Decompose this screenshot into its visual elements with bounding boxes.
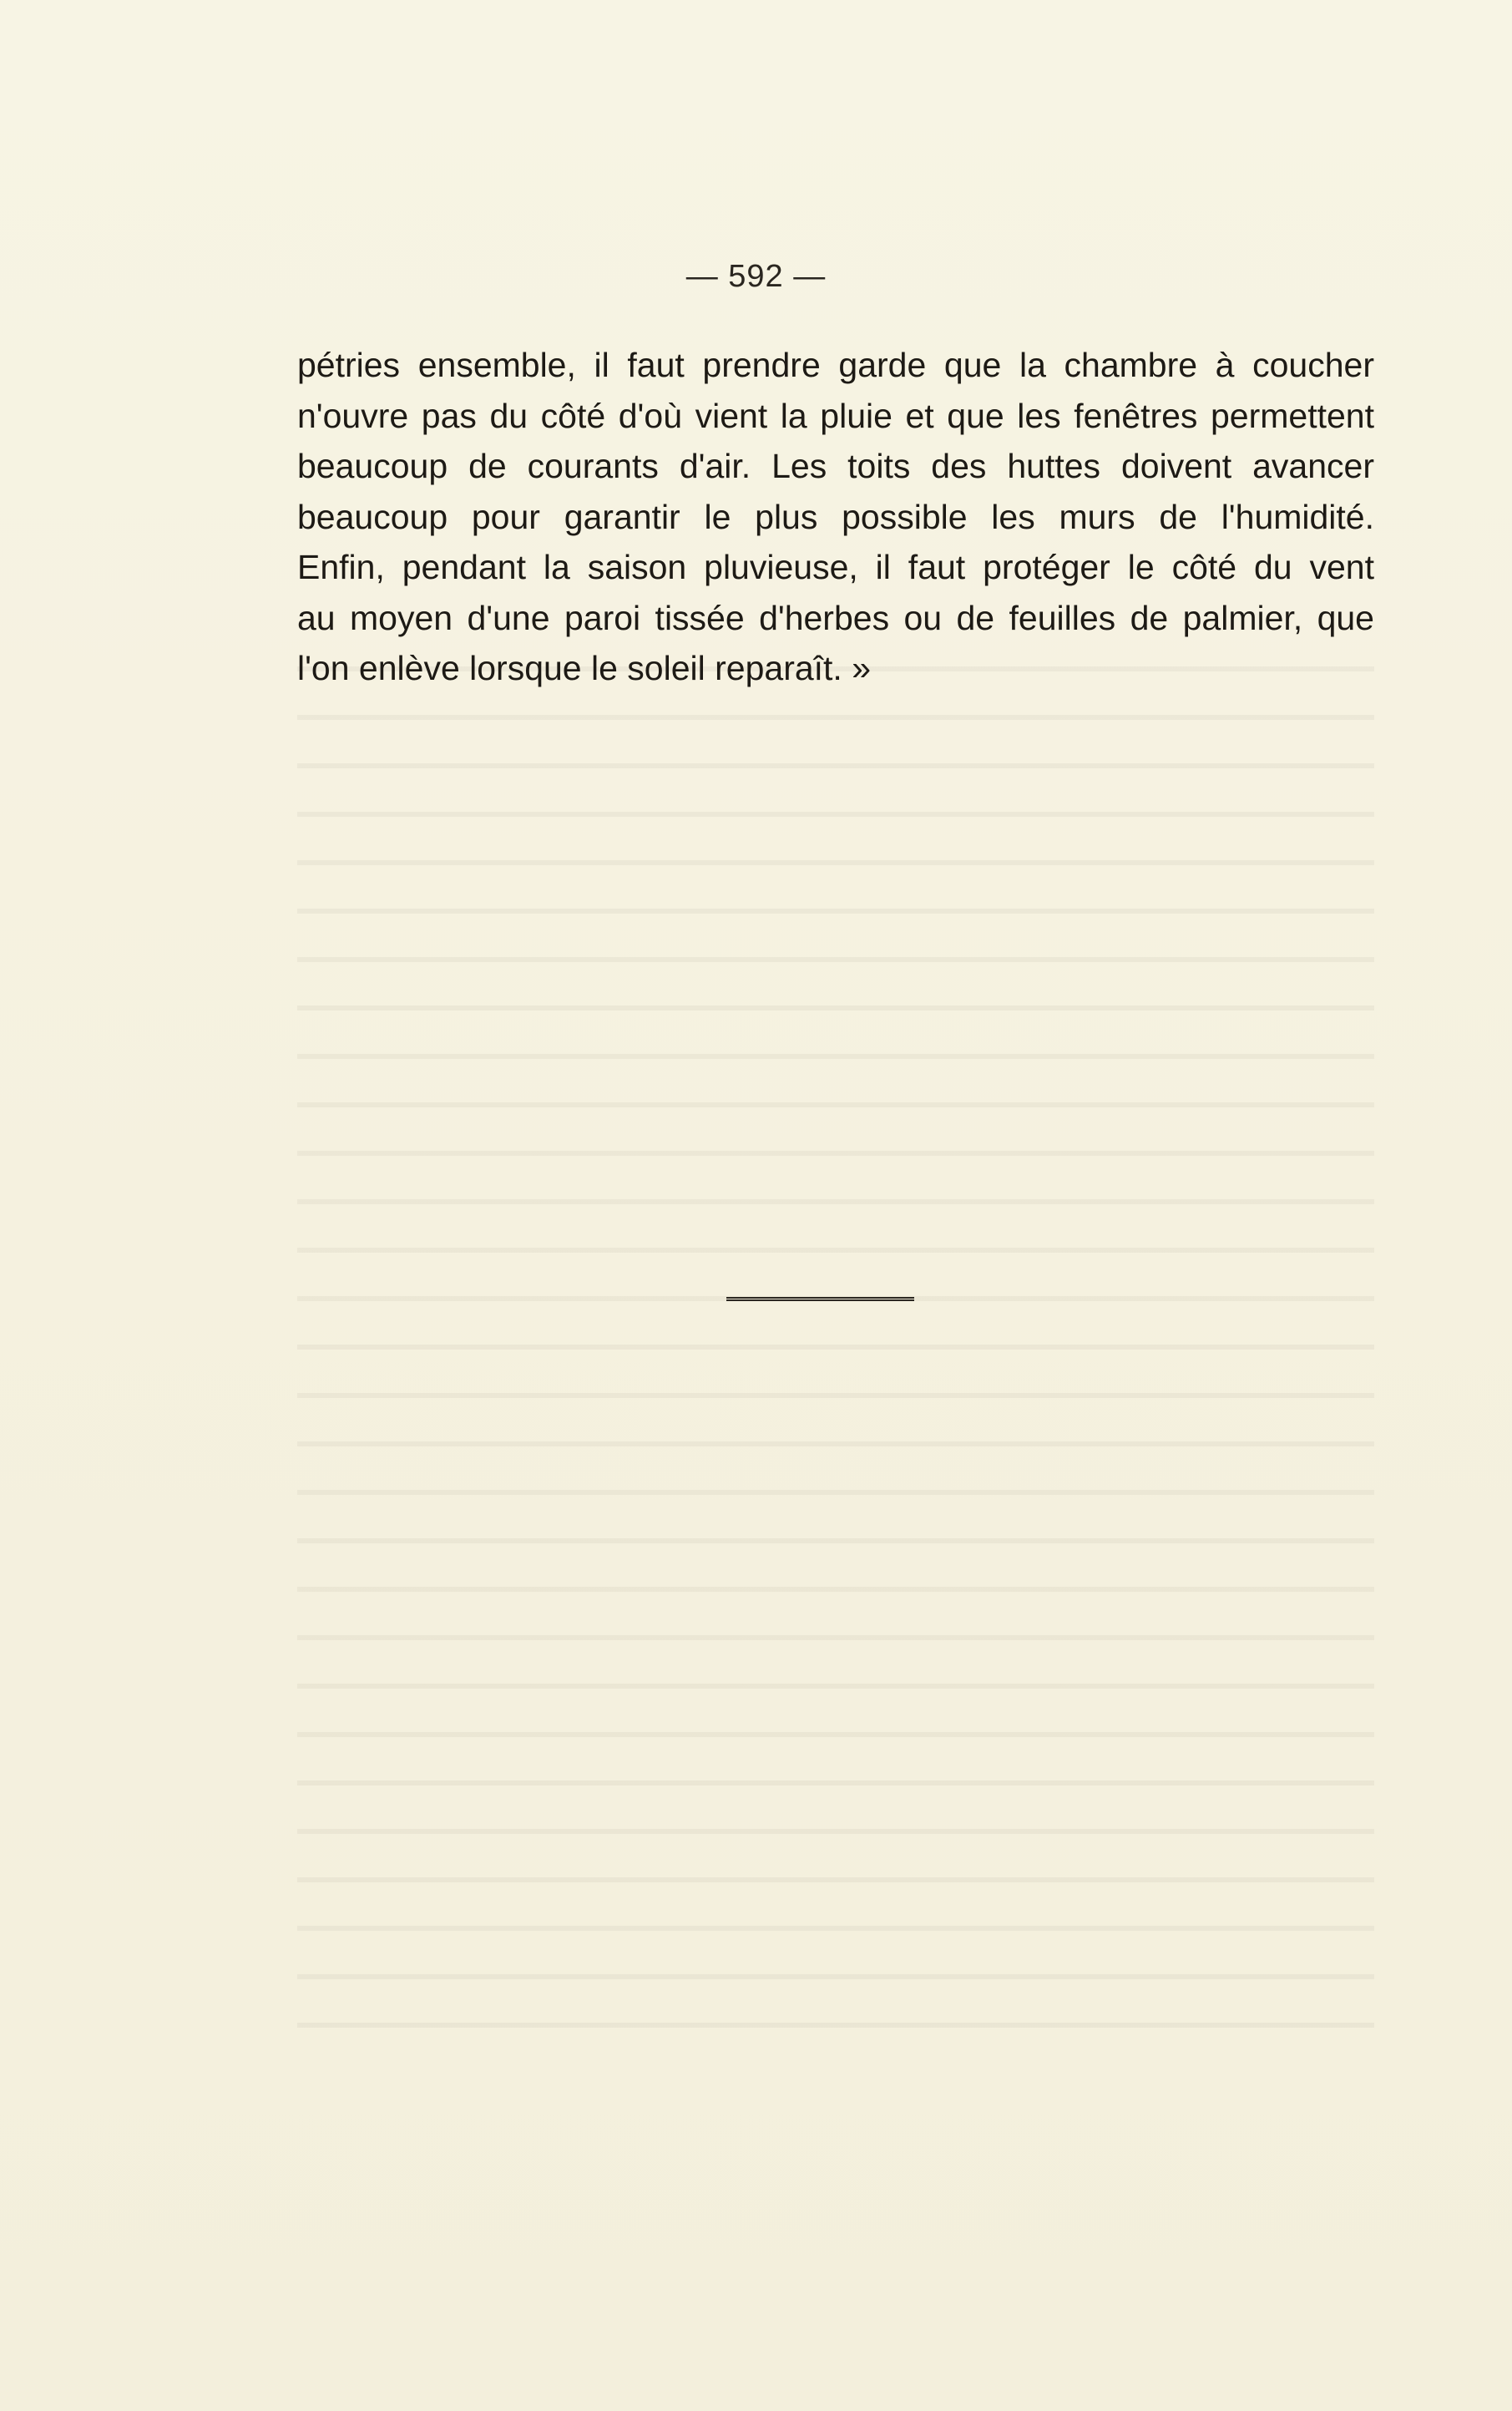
text-line: beaucoup pour garantir le plus possible les murs de l'humidité.: [297, 497, 1374, 536]
text-line: au moyen d'une paroi tissée d'herbes ou de feuilles de palmier, que: [297, 598, 1374, 637]
text-line: n'ouvre pas du côté d'où vient la pluie et que les fenêtres permettent: [297, 396, 1374, 435]
section-separator-rule: [726, 1297, 914, 1301]
bleed-through-texture: [297, 635, 1374, 2071]
body-paragraph: [297, 340, 1374, 694]
text-line: l'on enlève lorsque le soleil reparaît. »: [297, 649, 872, 687]
text-line: pétries ensemble, il faut prendre garde que la chambre à coucher: [297, 346, 1374, 384]
text-line: beaucoup de courants d'air. Les toits des huttes doivent avancer: [297, 447, 1374, 485]
text-line: Enfin, pendant la saison pluvieuse, il faut protéger le côté du vent: [297, 548, 1374, 586]
page-number: — 592 —: [685, 259, 827, 294]
